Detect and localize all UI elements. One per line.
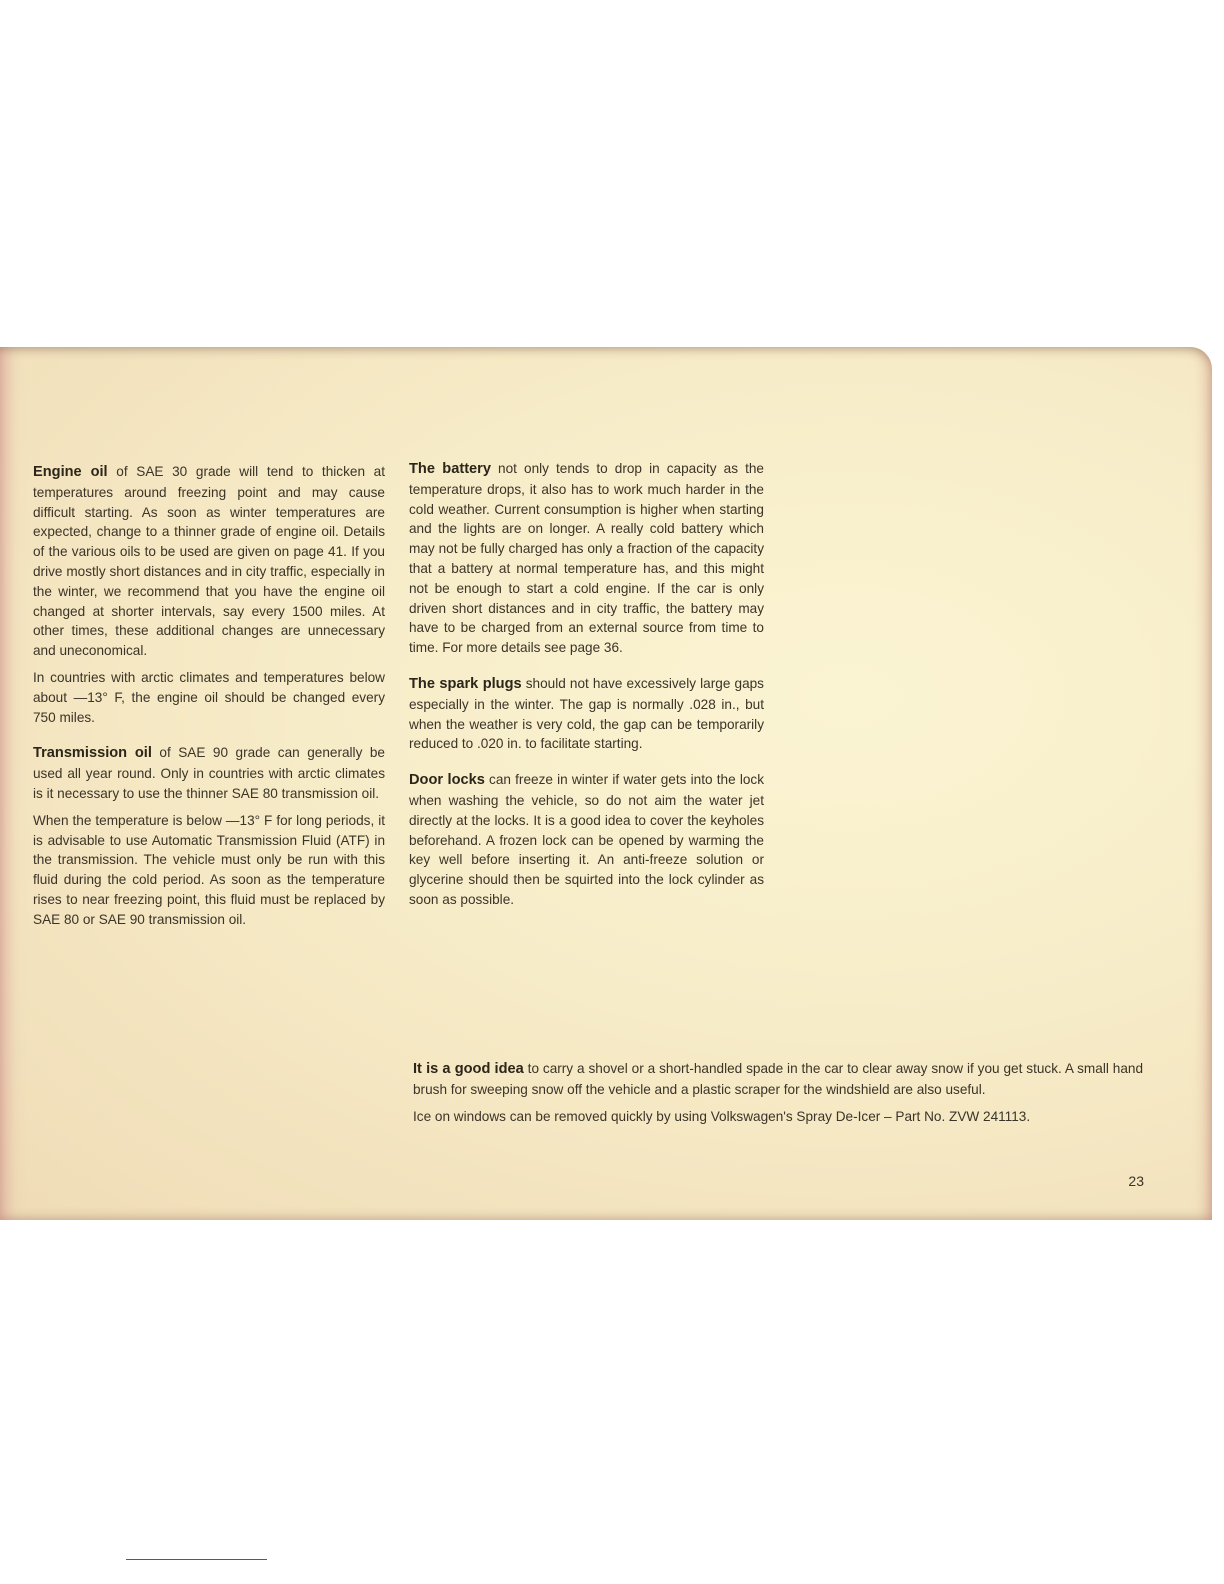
door-locks-text: can freeze in winter if water gets into the lock when washing the vehicle, so do not aim the water jet directly at the locks. It is a good idea to cover the keyholes beforehand. A frozen lock can be opened by warming the key well before inserting it. An anti-freeze solution or glycerine should then be squirted into the lock cylinder as soon as possible. [409, 772, 765, 907]
link-underline-rule [126, 1559, 267, 1560]
good-idea-heading: It is a good idea [413, 1061, 524, 1077]
de-icer-paragraph: Ice on windows can be removed quickly by using Volkswagen's Spray De-Icer – Part No. ZVW 241113. [413, 1108, 1031, 1124]
door-locks-heading: Door locks [409, 772, 485, 789]
door-locks-paragraph [409, 770, 764, 910]
good-idea-paragraph [413, 1059, 1143, 1100]
arctic-oil-paragraph: In countries with arctic climates and temperatures below about —13° F, the engine oil should be changed every 750 miles. [33, 669, 385, 725]
left-column [33, 462, 385, 930]
transmission-oil-text: of SAE 90 grade can generally be used all year round. Only in countries with arctic climates is it necessary to use the thinner SAE 80 transmission oil. [33, 745, 385, 801]
battery-text: not only tends to drop in capacity as the temperature drops, it also has to work much harder in the cold weather. Current consumption is higher when starting and the lights are on longer. A really cold battery which may not be fully charged has only a fraction of the capacity that a battery at normal temperature has, and this might not be enough to start a cold engine. If the car is only driven short distances and in city traffic, the battery may have to be charged from an external source from time to time. For more details see page 36. [409, 461, 764, 656]
spark-plugs-paragraph [409, 674, 764, 754]
middle-column [409, 459, 764, 910]
engine-oil-text: of SAE 30 grade will tend to thicken at temperatures around freezing point and may cause difficult starting. As soon as winter temperatures are expected, change to a thinner grade of engine oil. Details of the various oils to be used are given on page 41. If you drive mostly short distances and in city traffic, especially in the winter, we recommend that you have the engine oil changed at shorter intervals, say every 1500 miles. At other times, these additional changes are unnecessary and uneconomical. [33, 464, 385, 659]
good-idea-text: to carry a shovel or a short-handled spade in the car to clear away snow if you get stuck. A small hand brush for sweeping snow off the vehicle and a plastic scraper for the windshield are also useful. [413, 1061, 1143, 1097]
atf-paragraph: When the temperature is below —13° F for long periods, it is advisable to use Automatic Transmission Fluid (ATF) in the transmission. The vehicle must only be run with this fluid during the cold period. As soon as the temperature rises to near freezing point, this fluid must be replaced by SAE 80 or SAE 90 transmission oil. [33, 812, 385, 927]
transmission-oil-paragraph [33, 743, 385, 803]
page-number: 23 [1128, 1173, 1144, 1189]
engine-oil-paragraph [33, 462, 385, 661]
engine-oil-heading: Engine oil [33, 464, 108, 480]
spark-plugs-heading: The spark plugs [409, 675, 522, 692]
battery-paragraph [409, 459, 764, 658]
transmission-oil-heading: Transmission oil [33, 745, 152, 762]
battery-heading: The battery [409, 461, 491, 477]
bottom-section [413, 1059, 1143, 1126]
spark-plugs-text: should not have excessively large gaps especially in the winter. The gap is normally .028 in., but when the weather is very cold, the gap can be temporarily reduced to .020 in. to facilitate starting. [409, 675, 764, 752]
manual-page [0, 347, 1212, 1220]
